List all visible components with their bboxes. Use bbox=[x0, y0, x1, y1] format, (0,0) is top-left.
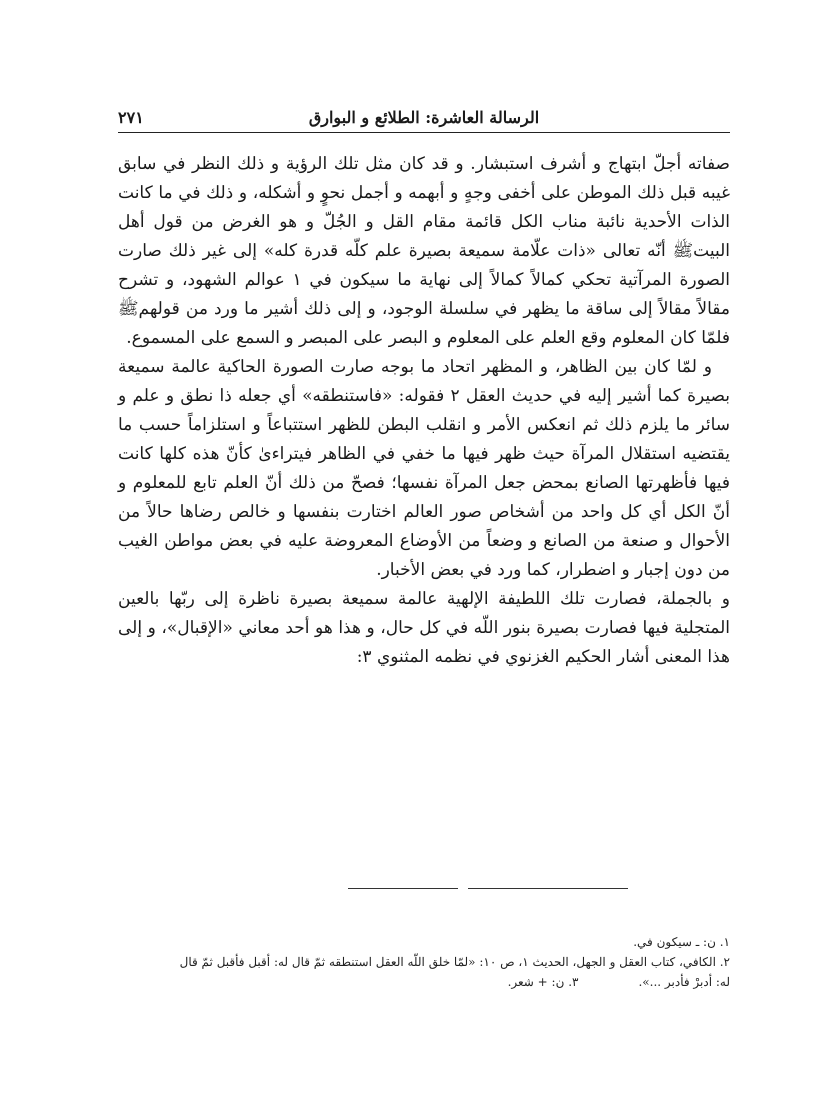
verse-line-left bbox=[348, 888, 458, 889]
footnote-1: ١. ن: ـ سيكون في. bbox=[633, 935, 730, 949]
paragraph-1: صفاته أجلّ ابتهاج و أشرف استبشار. و قد كان مثل تلك الرؤية و ذلك النظر في سابق غيبه قبل ذلك الموطن على أخفى وجهٍ و أبهمه و أجمل نحوٍ و أشكله، و ذلك في ما كانت الذات الأحدية نائبة مناب الكل قائمة مقام القل و الجُلّ و هو الغرض من قول أهل البيتﷺ أنّه تعالى «ذات علّامة سميعة بصيرة علم كلّه قدرة كله» إلى غير ذلك صارت الصورة المرآتية تحكي كمالاً كمالاً إلى نهاية ما سيكون في ١ عوالم الشهود، و تشرح مقالاً مقالاً إلى ساقة ما يظهر في سلسلة الوجود، و إلى ذلك أشير ما ورد من قولهمﷺ فلمّا كان المعلوم وقع العلم على المعلوم و البصر على المبصر و السمع على المسموع. bbox=[118, 154, 730, 348]
footnote-row bbox=[118, 972, 730, 992]
running-header bbox=[118, 104, 730, 134]
paragraph-3: و بالجملة، فصارت تلك اللطيفة الإلهية عالمة سميعة بصيرة ناظرة إلى ربّها بالعين المتجلية فيها فصارت بصيرة بنور اللّه في كل حال، و هذا هو أحد معاني «الإقبال»، و إلى هذا المعنى أشار الحكيم الغزنوي في نظمه المثنوي ٣: bbox=[118, 589, 730, 667]
verse-placeholder-lines bbox=[118, 888, 730, 898]
paragraph-2: و لمّا كان بين الظاهر، و المظهر اتحاد ما بوجه صارت الصورة الحاكية عالمة سميعة بصيرة كما أشير إليه في حديث العقل ٢ فقوله: «فاستنطقه» أي جعله ذا نطق و علم و سائر ما يلزم ذلك ثم انعكس الأمر و انقلب البطن للظهر استتباعاً و استلزاماً حسب ما يقتضيه استقلال المرآة حيث ظهر فيها ما خفي في الظاهر فيتراءىٰ كأنّ هذه كلها كانت فيها فأظهرتها الصانع بمحض جعل المرآة نفسها؛ فصحّ من ذلك أنّ العلم تابع للمعلوم و أنّ الكل أي كل واحد من أشخاص صور العالم اختارت بنفسها و خالص رضاها حالاً من الأحوال و صنعة من الصانع و وضعاً من الأوضاع المعروضة عليه في بعض مواطن الغيب من دون إجبار و اضطرار، كما ورد في بعض الأخبار. bbox=[118, 357, 730, 580]
header-rule bbox=[118, 132, 730, 133]
header-title: الرسالة العاشرة: الطلائع و البوارق bbox=[308, 108, 540, 127]
footnotes bbox=[118, 932, 730, 992]
footnote-2: ٢. الكافي، كتاب العقل و الجهل، الحديث ١، ص ١٠: «لمّا خلق اللّه العقل استنطقه ثمّ قال له: أقبل فأقبل ثمّ قال bbox=[179, 955, 730, 969]
footnote-2-continued: له: أدبرْ فأدبر ...». bbox=[638, 975, 730, 989]
body-text bbox=[118, 150, 730, 672]
verse-line-right bbox=[468, 888, 628, 889]
page-number: ٢٧١ bbox=[118, 108, 144, 127]
footnote-3: ٣. ن: + شعر. bbox=[507, 975, 579, 989]
